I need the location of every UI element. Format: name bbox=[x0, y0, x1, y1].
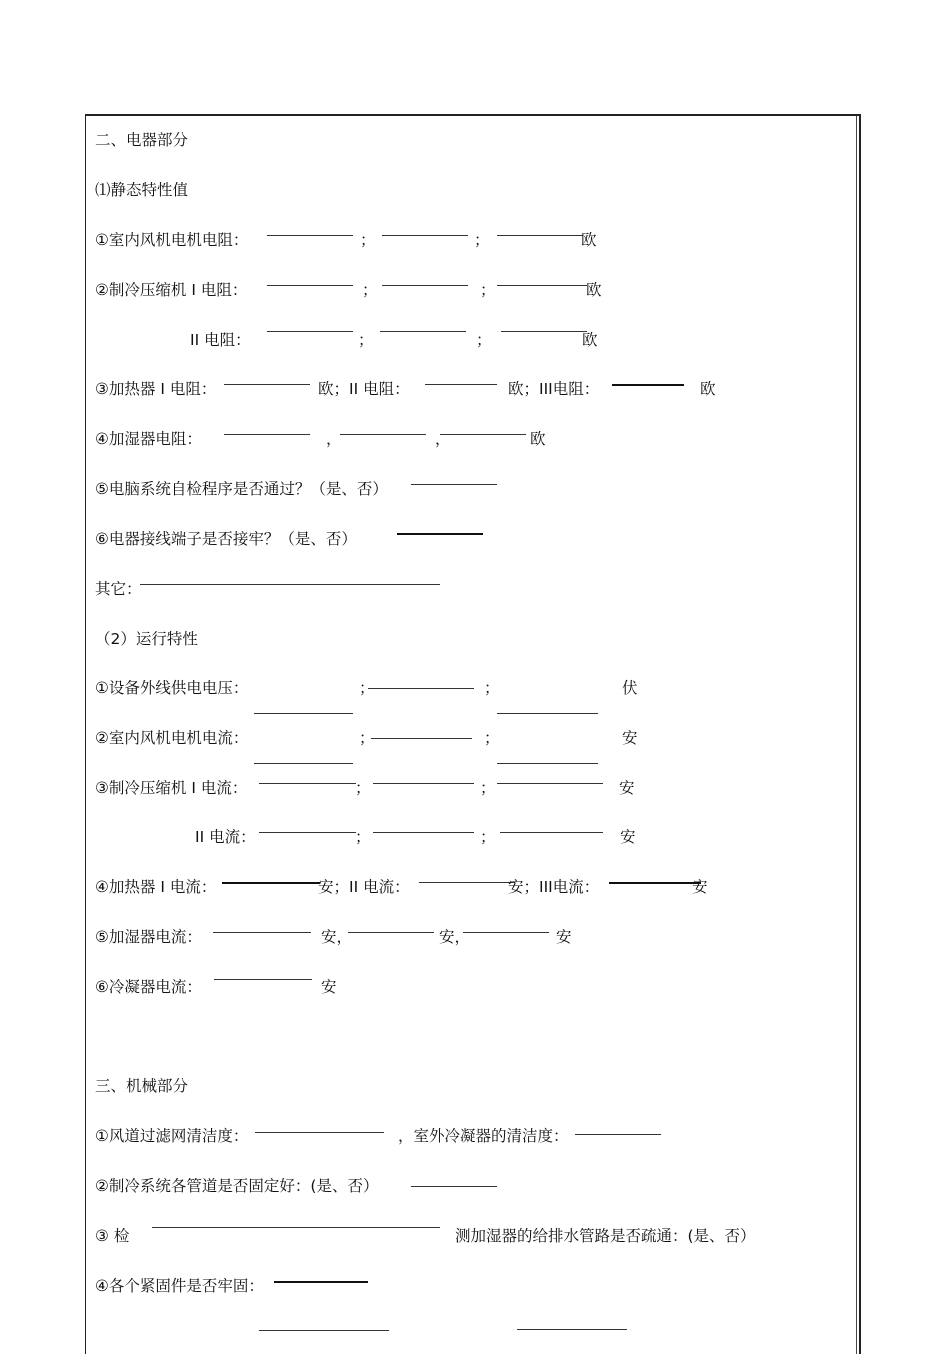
drain-check-field[interactable] bbox=[152, 1227, 440, 1228]
unit-ohm: 欧 bbox=[582, 331, 598, 349]
separator: ； bbox=[362, 281, 378, 299]
filter-cleanliness-field[interactable] bbox=[255, 1132, 384, 1133]
terminal-answer-field[interactable] bbox=[397, 533, 483, 535]
bottom-field-1[interactable] bbox=[259, 1330, 389, 1331]
section-electrical-heading: 二、电器部分 bbox=[95, 131, 189, 149]
separator: ； bbox=[480, 281, 496, 299]
condenser-cleanliness-label: ，室外冷凝器的清洁度： bbox=[398, 1127, 569, 1145]
unit-amp: 安 bbox=[622, 729, 638, 747]
heater-iii-resistance-label: 欧；III电阻： bbox=[508, 380, 600, 398]
run-characteristics-heading: （2）运行特性 bbox=[95, 630, 198, 648]
unit-amp: 安 bbox=[321, 978, 337, 996]
section-mechanical-heading: 三、机械部分 bbox=[95, 1077, 189, 1095]
fan-current-field-3[interactable] bbox=[497, 763, 598, 764]
separator: ； bbox=[480, 779, 496, 797]
self-check-answer-field[interactable] bbox=[411, 484, 497, 485]
compressor-ii-resistance-field-2[interactable] bbox=[380, 331, 466, 332]
unit-amp-separator: 安， bbox=[439, 928, 471, 946]
condenser-cleanliness-field[interactable] bbox=[575, 1134, 661, 1135]
compressor-ii-current-field-1[interactable] bbox=[259, 832, 356, 833]
heater-ii-current-field[interactable] bbox=[419, 882, 515, 883]
humidifier-current-field-2[interactable] bbox=[348, 932, 434, 933]
supply-voltage-field-1[interactable] bbox=[254, 713, 353, 714]
fan-current-field-2[interactable] bbox=[371, 738, 472, 739]
compressor-ii-resistance-label: II 电阻： bbox=[190, 331, 251, 349]
heater-iii-current-label: 安；III电流： bbox=[508, 878, 600, 896]
heater-ii-current-label: 安；II 电流： bbox=[318, 878, 410, 896]
unit-amp: 安 bbox=[620, 828, 636, 846]
heater-i-current-field[interactable] bbox=[222, 882, 320, 884]
fan-resistance-field-1[interactable] bbox=[267, 235, 353, 236]
fasteners-question: ④各个紧固件是否牢固： bbox=[95, 1277, 264, 1295]
self-check-question: ⑤电脑系统自检程序是否通过？（是、否） bbox=[95, 480, 388, 498]
compressor-ii-resistance-field-3[interactable] bbox=[501, 331, 587, 332]
separator: ； bbox=[484, 729, 500, 747]
compressor-i-current-label: ③制冷压缩机 I 电流： bbox=[95, 779, 248, 797]
compressor-i-resistance-label: ②制冷压缩机 I 电阻： bbox=[95, 281, 248, 299]
fan-resistance-field-3[interactable] bbox=[497, 235, 583, 236]
heater-i-resistance-field[interactable] bbox=[224, 384, 310, 385]
pipes-fixed-answer-field[interactable] bbox=[411, 1186, 497, 1187]
fan-current-field-1[interactable] bbox=[254, 763, 353, 764]
supply-voltage-field-3[interactable] bbox=[497, 713, 598, 714]
fasteners-answer-field[interactable] bbox=[274, 1281, 368, 1283]
unit-amp: 安 bbox=[692, 878, 708, 896]
humidifier-current-field-1[interactable] bbox=[213, 932, 311, 933]
compressor-i-resistance-field-3[interactable] bbox=[497, 285, 587, 286]
fan-resistance-field-2[interactable] bbox=[382, 235, 468, 236]
compressor-i-resistance-field-2[interactable] bbox=[382, 285, 468, 286]
compressor-ii-current-field-2[interactable] bbox=[373, 832, 474, 833]
compressor-ii-resistance-field-1[interactable] bbox=[267, 331, 353, 332]
fan-resistance-label: ①室内风机电机电阻： bbox=[95, 231, 249, 249]
separator: ； bbox=[474, 231, 490, 249]
humidifier-current-field-3[interactable] bbox=[463, 932, 549, 933]
separator: ， bbox=[435, 430, 451, 448]
separator: ； bbox=[359, 679, 375, 697]
humidifier-resistance-label: ④加湿器电阻： bbox=[95, 430, 202, 448]
separator: ； bbox=[484, 679, 500, 697]
humidifier-drain-question: 测加湿器的给排水管路是否疏通：(是、否） bbox=[455, 1227, 756, 1245]
compressor-i-resistance-field-1[interactable] bbox=[267, 285, 353, 286]
unit-ohm: 欧 bbox=[700, 380, 716, 398]
compressor-ii-current-label: II 电流： bbox=[195, 828, 256, 846]
compressor-i-current-field-3[interactable] bbox=[497, 783, 603, 784]
supply-voltage-label: ①设备外线供电电压： bbox=[95, 679, 249, 697]
filter-cleanliness-label: ①风道过滤网清洁度： bbox=[95, 1127, 249, 1145]
humidifier-resistance-field-2[interactable] bbox=[340, 434, 426, 435]
heater-i-resistance-label: ③加热器 I 电阻： bbox=[95, 380, 217, 398]
separator: ， bbox=[326, 430, 342, 448]
compressor-i-current-field-1[interactable] bbox=[259, 783, 356, 784]
humidifier-current-label: ⑤加湿器电流： bbox=[95, 928, 202, 946]
unit-ohm: 欧 bbox=[586, 281, 602, 299]
unit-volt: 伏 bbox=[622, 679, 638, 697]
supply-voltage-field-2[interactable] bbox=[368, 688, 474, 689]
heater-i-current-label: ④加热器 I 电流： bbox=[95, 878, 217, 896]
unit-ohm: 欧 bbox=[530, 430, 546, 448]
heater-iii-current-field[interactable] bbox=[609, 882, 701, 884]
separator: ； bbox=[358, 331, 374, 349]
fan-current-label: ②室内风机电机电流： bbox=[95, 729, 249, 747]
compressor-i-current-field-2[interactable] bbox=[373, 783, 474, 784]
condenser-current-field[interactable] bbox=[214, 979, 312, 980]
unit-ohm: 欧 bbox=[581, 231, 597, 249]
humidifier-resistance-field-3[interactable] bbox=[440, 434, 526, 435]
other-field[interactable] bbox=[140, 584, 440, 585]
pipes-fixed-question: ②制冷系统各管道是否固定好：(是、否） bbox=[95, 1177, 379, 1195]
unit-amp-separator: 安， bbox=[321, 928, 353, 946]
compressor-ii-current-field-3[interactable] bbox=[500, 832, 603, 833]
separator: ； bbox=[480, 828, 496, 846]
terminal-question: ⑥电器接线端子是否接牢？（是、否） bbox=[95, 530, 357, 548]
separator: ； bbox=[355, 828, 371, 846]
check-label-start: ③ 检 bbox=[95, 1227, 130, 1245]
unit-amp: 安 bbox=[619, 779, 635, 797]
separator: ； bbox=[476, 331, 492, 349]
separator: ； bbox=[359, 729, 375, 747]
heater-iii-resistance-field[interactable] bbox=[612, 384, 684, 386]
separator: ； bbox=[360, 231, 376, 249]
other-label: 其它： bbox=[95, 580, 142, 598]
bottom-field-2[interactable] bbox=[517, 1329, 627, 1330]
humidifier-resistance-field-1[interactable] bbox=[224, 434, 310, 435]
heater-ii-resistance-field[interactable] bbox=[425, 384, 497, 385]
static-characteristics-heading: ⑴静态特性值 bbox=[95, 181, 189, 199]
heater-ii-resistance-label: 欧；II 电阻： bbox=[318, 380, 410, 398]
unit-amp: 安 bbox=[556, 928, 572, 946]
separator: ； bbox=[355, 779, 371, 797]
condenser-current-label: ⑥冷凝器电流： bbox=[95, 978, 202, 996]
